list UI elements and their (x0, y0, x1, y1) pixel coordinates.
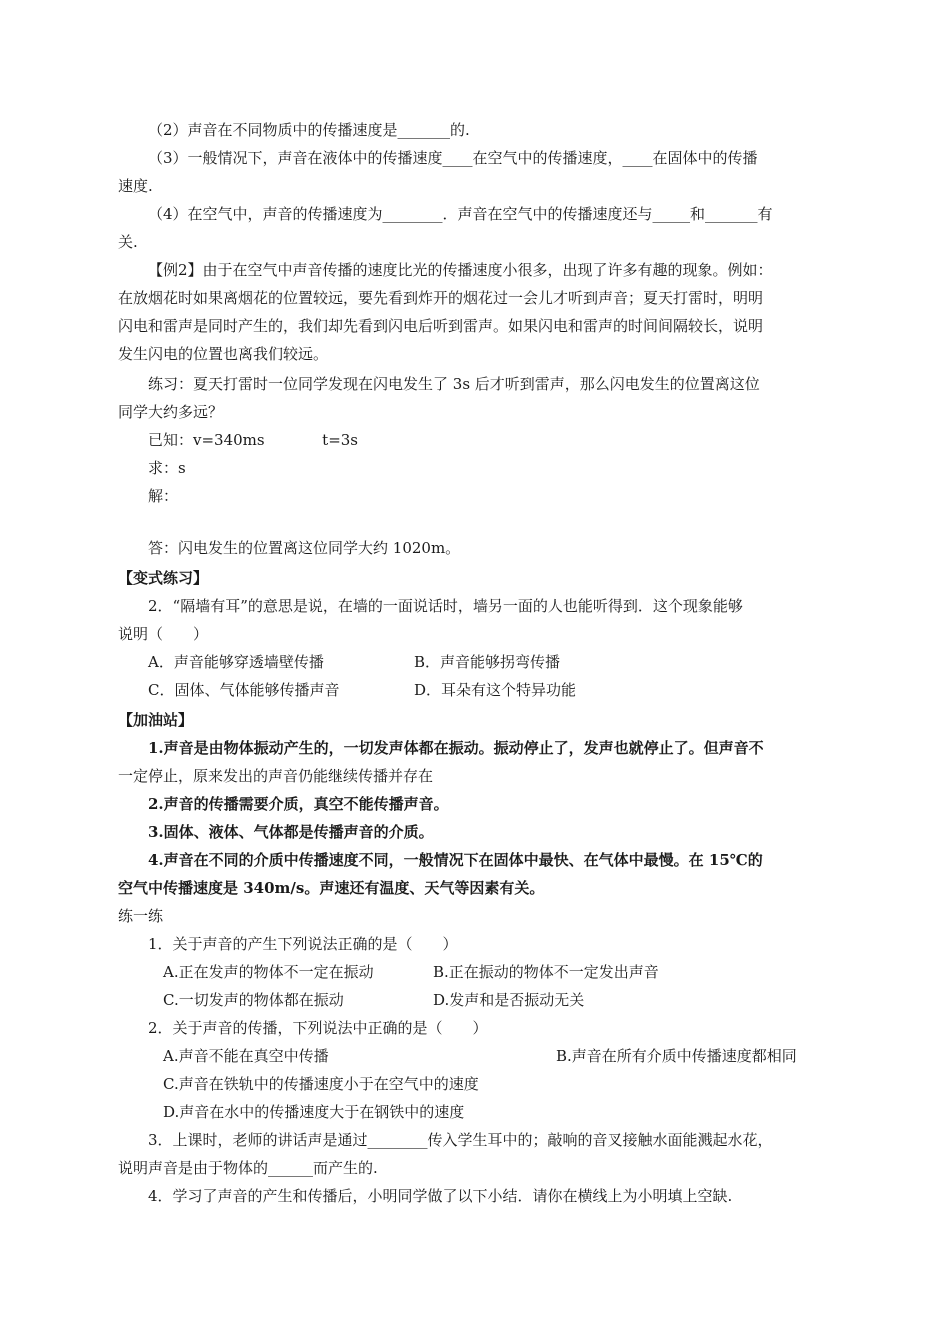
question-4-line2: 关. (118, 233, 138, 251)
question-2: （2）声音在不同物质中的传播速度是_______的. (148, 121, 470, 139)
practice-2-option-d: D.声音在水中的传播速度大于在钢铁中的速度 (163, 1103, 465, 1121)
example-2-line4: 发生闪电的位置也离我们较远。 (118, 345, 329, 363)
solve-line: 解： (148, 487, 179, 505)
station-point-3: 3.固体、液体、气体都是传播声音的介质。 (148, 823, 434, 841)
variant-2-option-a: A．声音能够穿透墙壁传播 (148, 653, 324, 671)
variant-2-option-c: C．固体、气体能够传播声音 (148, 681, 340, 699)
known-values (148, 430, 358, 450)
practice-1-option-c: C.一切发声的物体都在振动 (163, 991, 344, 1009)
variant-heading: 【变式练习】 (118, 569, 209, 587)
known-time: t=3s (322, 431, 359, 449)
find-line: 求：s (148, 459, 186, 477)
practice-1-option-b: B.正在振动的物体不一定发出声音 (433, 963, 659, 981)
question-3-line2: 速度. (118, 177, 153, 195)
variant-2-option-d: D．耳朵有这个特异功能 (414, 681, 577, 699)
practice-line1: 练习：夏天打雷时一位同学发现在闪电发生了 3s 后才听到雷声，那么闪电发生的位置离这位 (148, 375, 760, 393)
practice-line2: 同学大约多远？ (118, 403, 224, 421)
practice-heading: 练一练 (118, 907, 164, 925)
variant-2-line2: 说明（ ） (118, 625, 209, 643)
example-2-line3: 闪电和雷声是同时产生的，我们却先看到闪电后听到雷声。如果闪电和雷声的时间间隔较长，说明 (118, 317, 764, 335)
station-heading: 【加油站】 (118, 711, 194, 729)
answer-line: 答：闪电发生的位置离这位同学大约 1020m。 (148, 539, 461, 557)
practice-1-option-d: D.发声和是否振动无关 (433, 991, 585, 1009)
practice-2-option-c: C.声音在铁轨中的传播速度小于在空气中的速度 (163, 1075, 479, 1093)
station-point-4-line1: 4.声音在不同的介质中传播速度不同，一般情况下在固体中最快、在气体中最慢。在 15℃的 (148, 851, 763, 869)
practice-1-question: 1．关于声音的产生下列说法正确的是（ ） (148, 935, 458, 953)
practice-3-line2: 说明声音是由于物体的______而产生的. (118, 1159, 378, 1177)
question-3-line1: （3）一般情况下，声音在液体中的传播速度____在空气中的传播速度，____在固体中的传播 (148, 149, 758, 167)
variant-2-line1: 2．“隔墙有耳”的意思是说，在墙的一面说话时，墙另一面的人也能听得到．这个现象能够 (148, 597, 743, 615)
practice-2-question: 2．关于声音的传播，下列说法中正确的是（ ） (148, 1019, 488, 1037)
practice-3-line1: 3．上课时，老师的讲话声是通过________传入学生耳中的；敲响的音叉接触水面能溅起水花， (148, 1131, 773, 1149)
variant-2-option-b: B．声音能够拐弯传播 (414, 653, 561, 671)
station-point-1-line1: 1.声音是由物体振动产生的，一切发声体都在振动。振动停止了，发声也就停止了。但声音不 (148, 739, 764, 757)
station-point-4-line2: 空气中传播速度是 340m/s。声速还有温度、天气等因素有关。 (118, 879, 545, 897)
practice-1-option-a: A.正在发声的物体不一定在振动 (163, 963, 374, 981)
practice-2-option-b: B.声音在所有介质中传播速度都相同 (556, 1047, 797, 1065)
practice-2-option-a: A.声音不能在真空中传播 (163, 1047, 329, 1065)
practice-4-question: 4．学习了声音的产生和传播后，小明同学做了以下小结．请你在横线上为小明填上空缺. (148, 1187, 733, 1205)
known-speed: 已知：v=340ms (148, 431, 265, 449)
station-point-2: 2.声音的传播需要介质，真空不能传播声音。 (148, 795, 449, 813)
example-2-line1: 【例2】由于在空气中声音传播的速度比光的传播速度小很多，出现了许多有趣的现象。例如： (148, 261, 773, 279)
question-4-line1: （4）在空气中，声音的传播速度为________．声音在空气中的传播速度还与_____和_______有 (148, 205, 773, 223)
station-point-1-line2: 一定停止，原来发出的声音仍能继续传播并存在 (118, 767, 434, 785)
example-2-line2: 在放烟花时如果离烟花的位置较远，要先看到炸开的烟花过一会儿才听到声音；夏天打雷时，明明 (118, 289, 764, 307)
